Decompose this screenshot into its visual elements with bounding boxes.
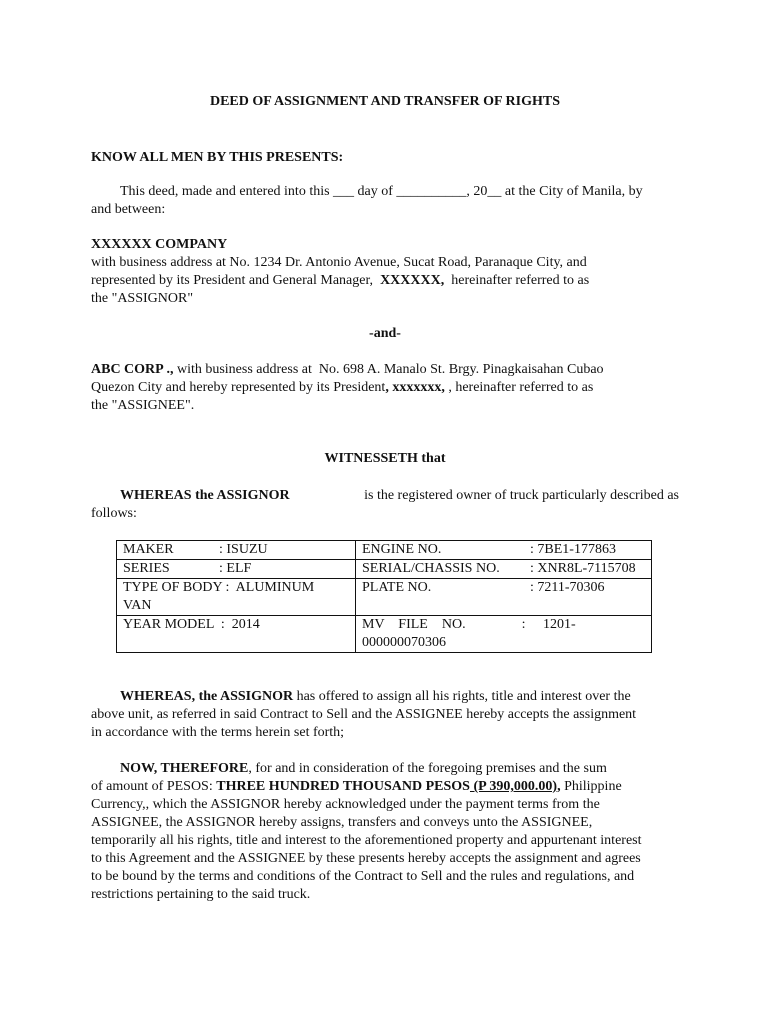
whereas-2-text: has offered to assign all his rights, title and interest over the <box>293 689 631 704</box>
assignee-rep-text: Quezon City and hereby represented by its President <box>91 380 386 395</box>
chassis-label: SERIAL/CHASSIS NO. <box>362 561 500 576</box>
intro-line-2: and between: <box>91 202 166 217</box>
whereas-2-line-3: in accordance with the terms herein set forth; <box>91 725 345 740</box>
body-type-text: TYPE OF BODY : ALUMINUM <box>123 580 315 595</box>
now-therefore-text: , for and in consideration of the foregoing premises and the sum <box>248 761 607 776</box>
now-therefore-line-3: Currency,, which the ASSIGNOR hereby acknowledged under the payment terms from the <box>91 797 600 812</box>
plate-label: PLATE NO. <box>362 580 432 595</box>
mv-file-text: MV FILE NO. : 1201- <box>362 617 576 632</box>
whereas-1-line-1 <box>120 487 679 505</box>
assignee-name: ABC CORP ., <box>91 362 174 377</box>
intro-line-1: This deed, made and entered into this ___ day of __________, 20__ at the City of Manila, by <box>120 184 643 199</box>
now-therefore-line-4: ASSIGNEE, the ASSIGNOR hereby assigns, transfers and conveys unto the ASSIGNEE, <box>91 815 593 830</box>
plate-value: : 7211-70306 <box>530 580 605 595</box>
now-therefore-lead: NOW, THEREFORE <box>120 761 249 776</box>
whereas-2-lead: WHEREAS, the ASSIGNOR <box>120 689 294 704</box>
document-title: DEED OF ASSIGNMENT AND TRANSFER OF RIGHTS <box>209 94 561 109</box>
engine-label: ENGINE NO. <box>362 542 442 557</box>
whereas-1-text: is the registered owner of truck particularly described as <box>360 488 679 503</box>
series-label: SERIES <box>123 561 170 576</box>
assignee-hereinafter: , hereinafter referred to as <box>444 380 594 395</box>
assignor-line-2 <box>91 272 589 290</box>
table-cell-plate <box>356 579 652 616</box>
amount-words: THREE HUNDRED THOUSAND PESOS <box>216 779 470 794</box>
maker-label: MAKER <box>123 542 174 557</box>
amount-comma: , <box>557 779 561 794</box>
table-cell-chassis <box>356 560 652 579</box>
assignor-line-3: the "ASSIGNOR" <box>91 291 194 306</box>
assignee-line-1 <box>91 361 604 379</box>
assignee-line-3: the "ASSIGNEE". <box>91 398 195 413</box>
body-type-text-cont: VAN <box>123 598 152 613</box>
table-row <box>117 541 652 560</box>
series-value: : ELF <box>219 561 252 576</box>
assignor-line-1: with business address at No. 1234 Dr. Antonio Avenue, Sucat Road, Paranaque City, and <box>91 255 587 270</box>
now-therefore-line-5: temporarily all his rights, title and interest to the aforementioned property and appurtenant interest <box>91 833 642 848</box>
table-cell-year-model <box>117 616 356 653</box>
opening-heading: KNOW ALL MEN BY THIS PRESENTS: <box>91 150 344 165</box>
year-model-text: YEAR MODEL : 2014 <box>123 617 260 632</box>
witnesseth-heading: WITNESSETH that <box>324 451 446 466</box>
and-separator: -and- <box>369 326 401 341</box>
assignor-rep-text: represented by its President and General Manager, <box>91 273 381 288</box>
amount-figures: (P 390,000.00) <box>469 779 558 794</box>
assignor-hereinafter: hereinafter referred to as <box>444 273 590 288</box>
amount-intro: of amount of PESOS: <box>91 779 217 794</box>
assignee-line-2 <box>91 379 593 397</box>
maker-value: : ISUZU <box>219 542 268 557</box>
table-row <box>117 616 652 653</box>
whereas-2-line-2: above unit, as referred in said Contract to Sell and the ASSIGNEE hereby accepts the assignment <box>91 707 637 722</box>
now-therefore-line-1 <box>120 760 607 778</box>
table-row <box>117 579 652 616</box>
whereas-2-line-1 <box>120 688 631 706</box>
assignor-rep-name: XXXXXX, <box>380 273 445 288</box>
amount-currency: Philippine <box>560 779 622 794</box>
table-cell-series <box>117 560 356 579</box>
now-therefore-line-8: restrictions pertaining to the said truck. <box>91 887 311 902</box>
table-cell-engine <box>356 541 652 560</box>
table-cell-body-type <box>117 579 356 616</box>
mv-file-text-cont: 000000070306 <box>362 635 446 650</box>
now-therefore-line-2 <box>91 778 622 796</box>
whereas-1-line-2: follows: <box>91 506 137 521</box>
assignee-address: with business address at No. 698 A. Manalo St. Brgy. Pinagkaisahan Cubao <box>173 362 604 377</box>
assignee-rep-name: , xxxxxxx, <box>385 380 445 395</box>
table-cell-maker <box>117 541 356 560</box>
chassis-value: : XNR8L-7115708 <box>530 561 636 576</box>
whereas-1-lead: WHEREAS the ASSIGNOR <box>120 488 290 503</box>
table-cell-mv-file <box>356 616 652 653</box>
table-row <box>117 560 652 579</box>
now-therefore-line-6: to this Agreement and the ASSIGNEE by these presents hereby accepts the assignment and agrees <box>91 851 641 866</box>
engine-value: : 7BE1-177863 <box>530 542 616 557</box>
truck-details-table <box>116 540 652 653</box>
assignor-name: XXXXXX COMPANY <box>91 237 228 252</box>
now-therefore-line-7: to be bound by the terms and conditions of the Contract to Sell and the rules and regulations, and <box>91 869 635 884</box>
